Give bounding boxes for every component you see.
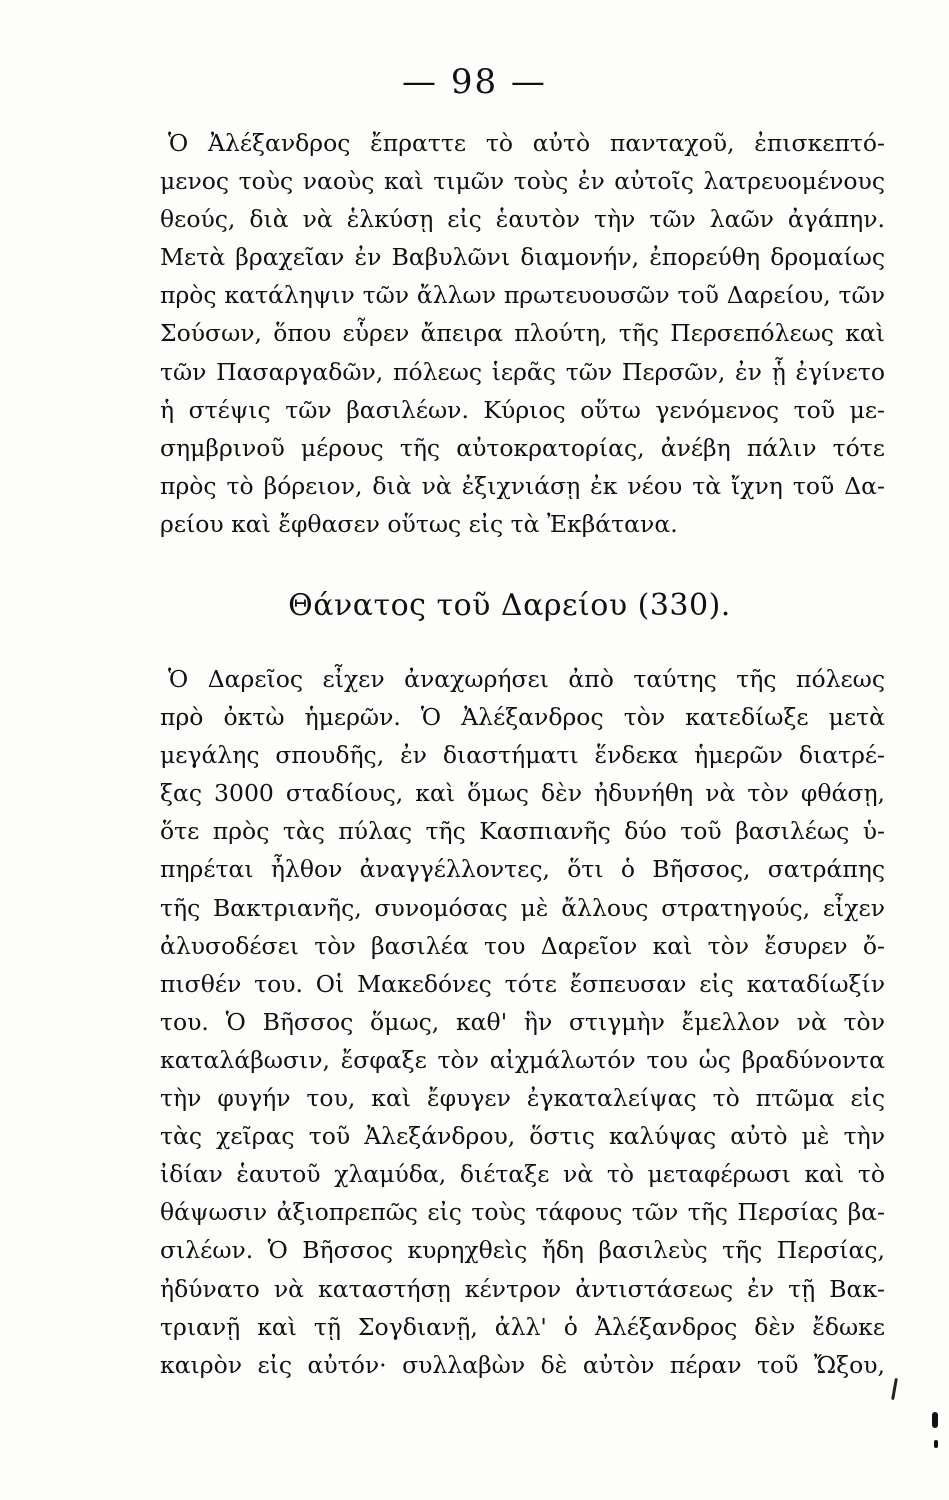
text-line: Ὁ Ἀλέξανδρος ἔπραττε τὸ αὐτὸ πανταχοῦ, ἐπισκεπτό- [168, 129, 885, 157]
text-line: πηρέται ἦλθον ἀναγγέλλοντες, ὅτι ὁ Βῆσσος, σατράπης [160, 855, 885, 884]
text-line: ἡ στέψις τῶν βασιλέων. Κύριος οὕτω γενόμενος τοῦ με- [160, 395, 885, 424]
text-line: ξας 3000 σταδίους, καὶ ὅμως δὲν ἠδυνήθη νὰ τὸν φθάσῃ, [160, 779, 885, 808]
text-line: ρείου καὶ ἔφθασεν οὕτως εἰς τὰ Ἐκβάτανα. [160, 509, 678, 538]
page-number: — 98 — [402, 62, 547, 102]
text-line: μεγάλης σπουδῆς, ἐν διαστήματι ἕνδεκα ἡμερῶν διατρέ- [160, 741, 885, 770]
text-line: τῶν Πασαργαδῶν, πόλεως ἱερᾶς τῶν Περσῶν, ἐν ᾗ ἐγίνετο [160, 357, 885, 386]
text-line: πρὸς κατάληψιν τῶν ἄλλων πρωτευουσῶν τοῦ Δαρείου, τῶν [160, 281, 885, 310]
text-line: τῆς Βακτριανῆς, συνομόσας μὲ ἄλλους στρατηγούς, εἶχεν [160, 893, 885, 922]
text-line: πρὸ ὀκτὼ ἡμερῶν. Ὁ Ἀλέξανδρος τὸν κατεδίωξε μετὰ [160, 703, 885, 732]
text-line: καιρὸν εἰς αὐτόν· συλλαβὼν δὲ αὐτὸν πέραν τοῦ Ὤξου, [160, 1350, 885, 1379]
text-line: πρὸς τὸ βόρειον, διὰ νὰ ἐξιχνιάσῃ ἐκ νέου τὰ ἴχνη τοῦ Δα- [160, 471, 885, 500]
text-line: ἰδίαν ἑαυτοῦ χλαμύδα, διέταξε νὰ τὸ μεταφέρωσι καὶ τὸ [160, 1160, 885, 1189]
text-line: Σούσων, ὅπου εὗρεν ἄπειρα πλούτη, τῆς Περσεπόλεως καὶ [160, 319, 885, 348]
paragraph-alexander-capitals [160, 124, 885, 543]
text-line: θάψωσιν ἀξιοπρεπῶς εἰς τοὺς τάφους τῶν τῆς Περσίας βα- [160, 1198, 885, 1227]
text-line: ἀλυσοδέσει τὸν βασιλέα του Δαρεῖον καὶ τὸν ἔσυρεν ὄ- [160, 931, 885, 960]
text-line: ὅτε πρὸς τὰς πύλας τῆς Κασπιανῆς δύο τοῦ βασιλέως ὑ- [160, 817, 885, 846]
text-line: πισθέν του. Οἱ Μακεδόνες τότε ἔσπευσαν εἰς καταδίωξίν [160, 969, 885, 998]
text-line: ἠδύνατο νὰ καταστήσῃ κέντρον ἀντιστάσεως ἐν τῇ Βακ- [160, 1274, 885, 1303]
text-line: σιλέων. Ὁ Βῆσσος κυρηχθεὶς ἤδη βασιλεὺς τῆς Περσίας, [160, 1236, 885, 1265]
margin-ink-dot [934, 1440, 938, 1448]
paragraph-death-of-darius [160, 660, 885, 1384]
text-line: τὴν φυγήν του, καὶ ἔφυγεν ἐγκαταλείψας τὸ πτῶμα εἰς [160, 1084, 885, 1113]
text-line: μενος τοὺς ναοὺς καὶ τιμῶν τοὺς ἐν αὐτοῖς λατρευομένους [160, 167, 885, 196]
text-line: θεούς, διὰ νὰ ἑλκύσῃ εἰς ἑαυτὸν τὴν τῶν λαῶν ἀγάπην. [160, 205, 885, 234]
margin-ink-spot [932, 1412, 938, 1428]
text-line: καταλάβωσιν, ἔσφαξε τὸν αἰχμάλωτόν του ὡς βραδύνοντα [160, 1045, 885, 1074]
text-line: τὰς χεῖρας τοῦ Ἀλεξάνδρου, ὅστις καλύψας αὐτὸ μὲ τὴν [160, 1122, 885, 1151]
text-line: Μετὰ βραχεῖαν ἐν Βαβυλῶνι διαμονήν, ἐπορεύθη δρομαίως [160, 243, 885, 272]
text-line: του. Ὁ Βῆσσος ὅμως, καθ' ἣν στιγμὴν ἔμελλον νὰ τὸν [160, 1007, 885, 1036]
margin-stroke-mark [891, 1378, 898, 1400]
text-line: τριανῇ καὶ τῇ Σογδιανῇ, ἀλλ' ὁ Ἀλέξανδρος δὲν ἔδωκε [160, 1312, 885, 1341]
section-heading: Θάνατος τοῦ Δαρείου (330). [288, 588, 731, 623]
text-line: Ὁ Δαρεῖος εἶχεν ἀναχωρήσει ἀπὸ ταύτης τῆς πόλεως [168, 665, 885, 693]
text-line: σημβρινοῦ μέρους τῆς αὐτοκρατορίας, ἀνέβη πάλιν τότε [160, 433, 885, 462]
